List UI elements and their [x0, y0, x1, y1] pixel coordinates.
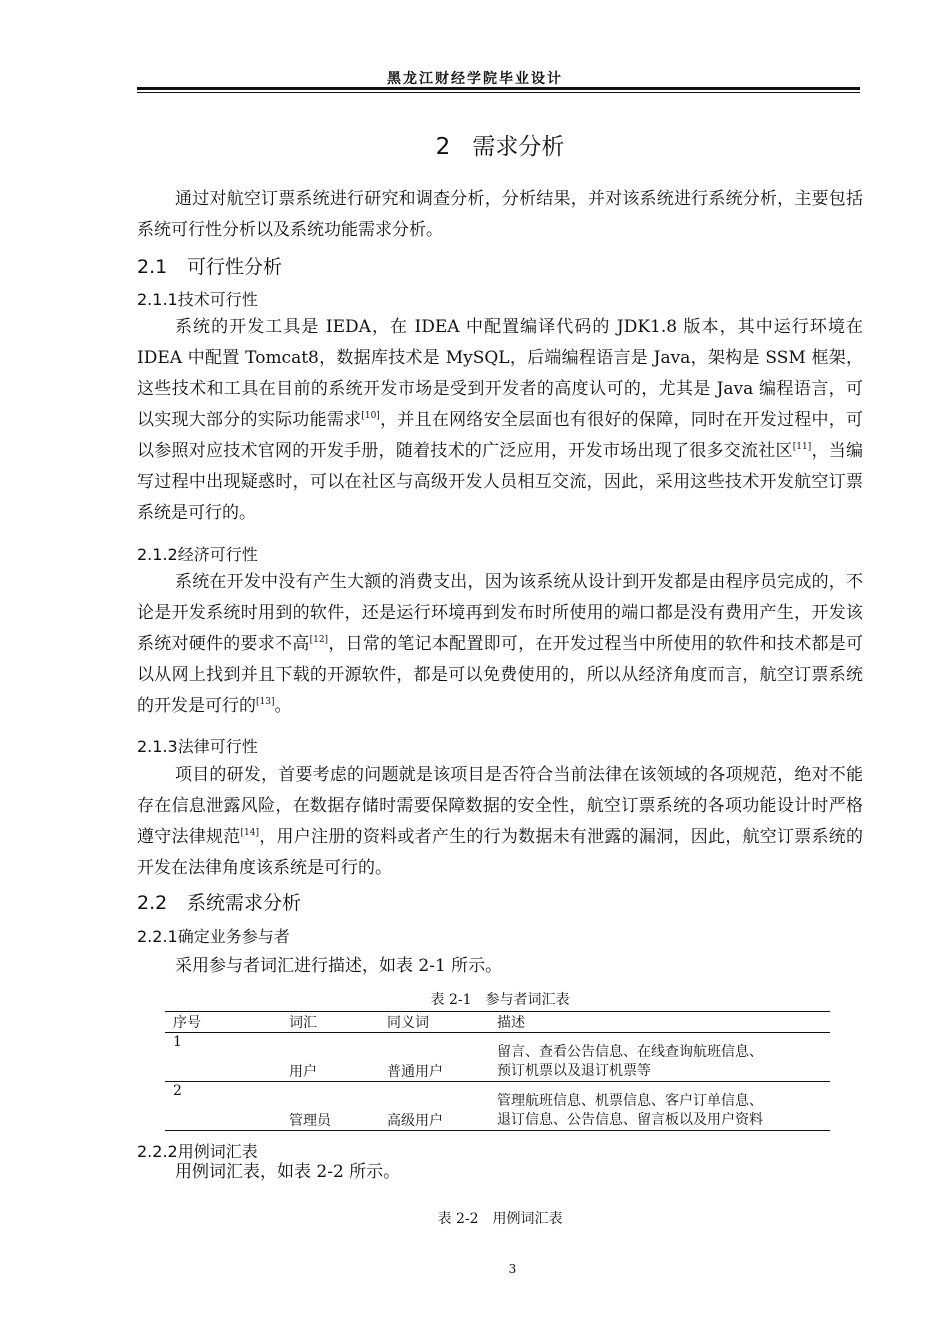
paragraph-legal-feasibility: 项目的研发，首要考虑的问题就是该项目是否符合当前法律在该领域的各项规范，绝对不能存在信息泄露风险，在数据存储时需要保障数据的安全性，航空订票系统的各项功能设计时严格遵守法律规范[14]，用户注册的资料或者产生的行为数据未有泄露的漏洞，因此，航空订票系统的开发在法律角度该系统是可行的。	[137, 765, 864, 878]
column-header: 同义词	[387, 1015, 429, 1031]
page-number: 3	[508, 1262, 517, 1276]
table-row	[165, 1082, 830, 1131]
citation-ref: [12]	[309, 635, 329, 645]
section-heading-2-2-2: 2.2.2用例词汇表	[137, 1142, 258, 1161]
citation-ref: [13]	[256, 697, 275, 707]
chapter-title	[0, 128, 950, 161]
citation-ref: [14]	[240, 828, 260, 838]
table-header-row	[165, 1012, 830, 1033]
column-header: 词汇	[289, 1015, 317, 1031]
paragraph-technical-feasibility: 系统的开发工具是 IEDA，在 IDEA 中配置编译代码的 JDK1.8 版本，其中运行环境在 IDEA 中配置 Tomcat8，数据库技术是 MySQL，后端编程语言是 Java，架构是 SSM 框架，这些技术和工具在目前的系统开发市场是受到开发者的高度认可的，尤其是 Java 编程语言，可以实现大部分的实际功能需求[10]，并且在网络安全层面也有很好的保障，同时在开发过程中，可以参照对应技术官网的开发手册，随着技术的广泛应用，开发市场出现了很多交流社区[11]，当编写过程中出现疑惑时，可以在社区与高级开发人员相互交流，因此，采用这些技术开发航空订票系统是可行的。	[137, 317, 864, 523]
table-1-caption: 表 2-1 参与者词汇表	[430, 992, 570, 1008]
section-heading-2-1: 2.1 可行性分析	[137, 256, 283, 278]
column-header: 描述	[497, 1015, 525, 1031]
column-header: 序号	[173, 1015, 201, 1031]
section-heading-2-1-2: 2.1.2经济可行性	[137, 545, 258, 564]
paragraph-economic-feasibility: 系统在开发中没有产生大额的消费支出，因为该系统从设计到开发都是由程序员完成的，不论是开发系统时用到的软件，还是运行环境再到发布时所使用的端口都是没有费用产生，开发该系统对硬件的要求不高[12]，日常的笔记本配置即可，在开发过程当中所使用的软件和技术都是可以从网上找到并且下载的开源软件，都是可以免费使用的，所以从经济角度而言，航空订票系统的开发是可行的[13]。	[137, 572, 864, 716]
participants-table	[165, 1011, 830, 1131]
paragraph-participants-intro: 采用参与者词汇进行描述，如表 2-1 所示。	[175, 956, 503, 976]
cell-synonym: 高级用户	[387, 1113, 443, 1129]
table-row	[165, 1033, 830, 1082]
citation-ref: [11]	[792, 442, 812, 452]
section-heading-2-2-1: 2.2.1确定业务参与者	[137, 927, 290, 946]
section-heading-2-1-1: 2.1.1技术可行性	[137, 290, 258, 309]
paragraph-usecase-intro: 用例词汇表，如表 2-2 所示。	[175, 1162, 401, 1182]
cell-description: 留言、查看公告信息、在线查询航班信息、 预订机票以及退订机票等	[497, 1044, 763, 1079]
cell-term: 管理员	[289, 1113, 331, 1129]
citation-ref: [10]	[361, 411, 380, 421]
table-2-caption: 表 2-2 用例词汇表	[437, 1211, 563, 1227]
intro-paragraph: 通过对航空订票系统进行研究和调查分析，分析结果，并对该系统进行系统分析，主要包括系统可行性分析以及系统功能需求分析。	[137, 189, 863, 240]
cell-term: 用户	[289, 1064, 317, 1080]
section-heading-2-1-3: 2.1.3法律可行性	[137, 737, 258, 756]
page-header-title: 黑龙江财经学院毕业设计	[387, 71, 563, 87]
cell-index: 2	[173, 1083, 182, 1099]
header-rule-thick	[137, 87, 860, 90]
cell-index: 1	[173, 1034, 182, 1050]
section-heading-2-2: 2.2 系统需求分析	[137, 892, 302, 914]
chapter-title-text: 需求分析	[472, 134, 565, 160]
chapter-number: 2	[435, 134, 451, 160]
cell-description: 管理航班信息、机票信息、客户订单信息、 退订信息、公告信息、留言板以及用户资料	[497, 1093, 763, 1128]
header-rule-thin	[137, 92, 860, 93]
cell-synonym: 普通用户	[387, 1064, 443, 1080]
